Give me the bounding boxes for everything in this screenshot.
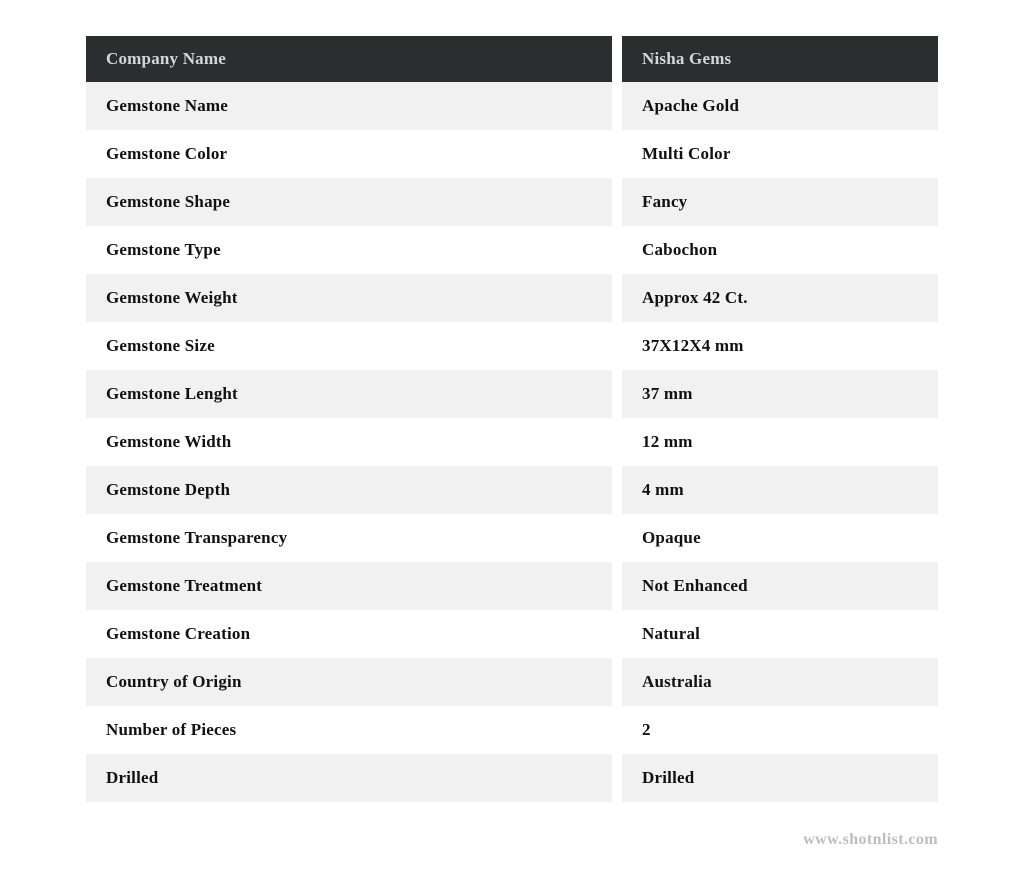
row-label: Gemstone Treatment xyxy=(86,562,612,610)
table-row xyxy=(86,514,938,562)
row-value: Natural xyxy=(622,610,938,658)
column-gap xyxy=(612,370,622,418)
row-value: Drilled xyxy=(622,754,938,802)
column-gap xyxy=(612,322,622,370)
table-row xyxy=(86,706,938,754)
row-label: Gemstone Name xyxy=(86,82,612,130)
row-value: Apache Gold xyxy=(622,82,938,130)
row-label: Gemstone Width xyxy=(86,418,612,466)
table-row xyxy=(86,754,938,802)
row-value: 2 xyxy=(622,706,938,754)
header-value-cell: Nisha Gems xyxy=(622,36,938,82)
header-label-cell: Company Name xyxy=(86,36,612,82)
table-row xyxy=(86,466,938,514)
column-gap xyxy=(612,706,622,754)
table-row xyxy=(86,82,938,130)
table-row xyxy=(86,562,938,610)
column-gap xyxy=(612,274,622,322)
row-value: 37X12X4 mm xyxy=(622,322,938,370)
column-gap xyxy=(612,658,622,706)
row-value: Cabochon xyxy=(622,226,938,274)
row-value: 37 mm xyxy=(622,370,938,418)
column-gap xyxy=(612,130,622,178)
row-label: Country of Origin xyxy=(86,658,612,706)
row-label: Gemstone Color xyxy=(86,130,612,178)
row-value: Australia xyxy=(622,658,938,706)
row-value: 12 mm xyxy=(622,418,938,466)
table-row xyxy=(86,226,938,274)
table-row xyxy=(86,274,938,322)
column-gap xyxy=(612,226,622,274)
row-label: Gemstone Type xyxy=(86,226,612,274)
table-row xyxy=(86,418,938,466)
watermark-text: www.shotnlist.com xyxy=(803,831,938,848)
row-value: Not Enhanced xyxy=(622,562,938,610)
table-row xyxy=(86,178,938,226)
gemstone-spec-table xyxy=(86,36,938,802)
column-gap xyxy=(612,514,622,562)
row-label: Gemstone Size xyxy=(86,322,612,370)
column-gap xyxy=(612,82,622,130)
row-label: Gemstone Depth xyxy=(86,466,612,514)
column-gap xyxy=(612,466,622,514)
table-row xyxy=(86,610,938,658)
table-row xyxy=(86,322,938,370)
row-label: Drilled xyxy=(86,754,612,802)
table-row xyxy=(86,130,938,178)
table-row xyxy=(86,658,938,706)
row-label: Gemstone Transparency xyxy=(86,514,612,562)
column-gap xyxy=(612,178,622,226)
row-label: Gemstone Creation xyxy=(86,610,612,658)
row-value: 4 mm xyxy=(622,466,938,514)
row-value: Approx 42 Ct. xyxy=(622,274,938,322)
row-value: Fancy xyxy=(622,178,938,226)
column-gap xyxy=(612,418,622,466)
row-label: Number of Pieces xyxy=(86,706,612,754)
column-gap xyxy=(612,610,622,658)
column-gap xyxy=(612,562,622,610)
table-header-row xyxy=(86,36,938,82)
row-label: Gemstone Shape xyxy=(86,178,612,226)
row-value: Opaque xyxy=(622,514,938,562)
column-gap xyxy=(612,754,622,802)
row-label: Gemstone Weight xyxy=(86,274,612,322)
row-label: Gemstone Lenght xyxy=(86,370,612,418)
table-row xyxy=(86,370,938,418)
row-value: Multi Color xyxy=(622,130,938,178)
column-gap xyxy=(612,36,622,82)
